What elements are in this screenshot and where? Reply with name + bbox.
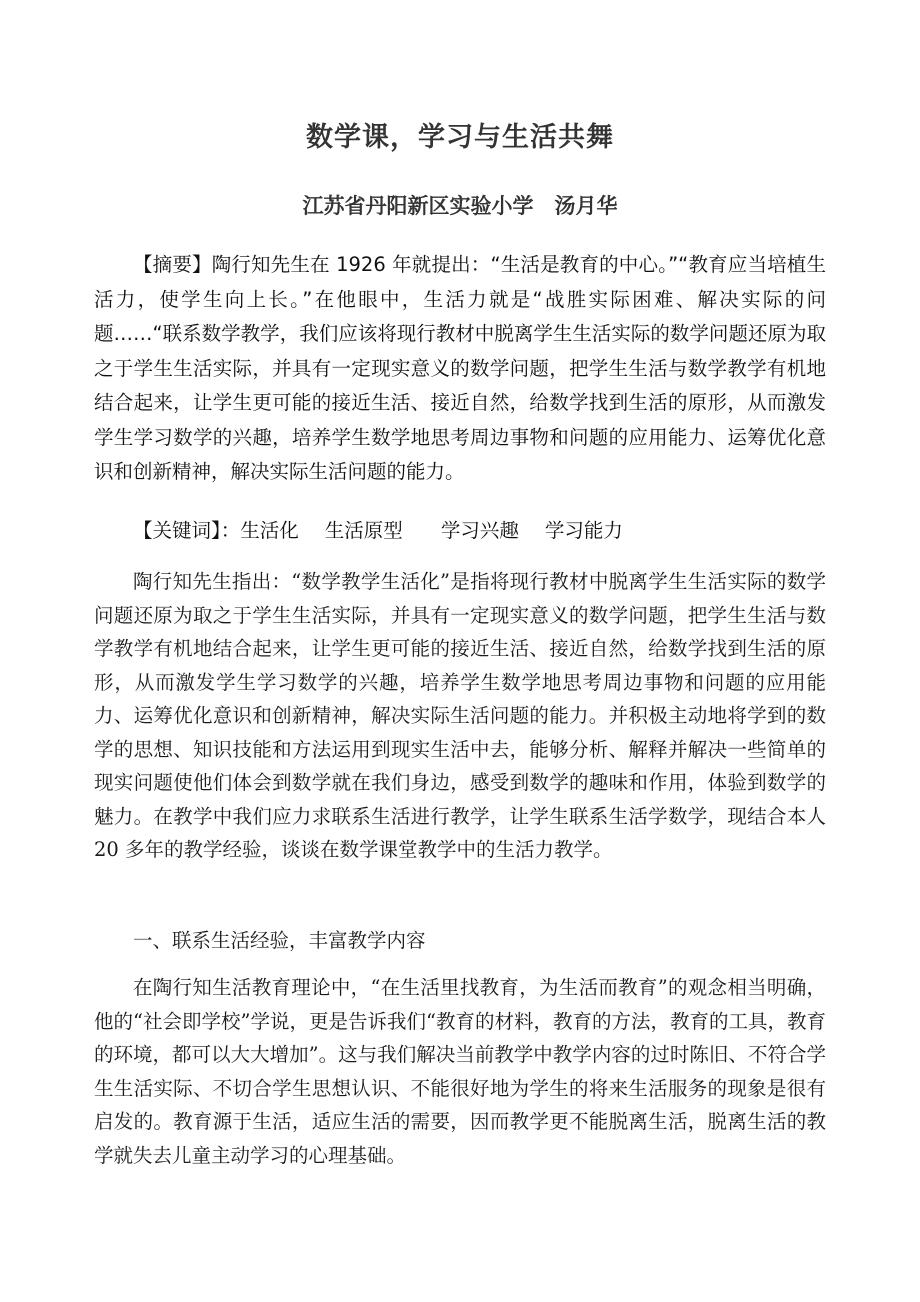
author-line: 江苏省丹阳新区实验小学 汤月华: [302, 193, 618, 218]
abstract-tag: 【摘要】: [133, 253, 212, 276]
keywords-tag: 【关键词】: [133, 519, 221, 542]
abstract-text: 陶行知先生在 1926 年就提出：“生活是教育的中心。”“教育应当培植生活力，使学生向上长。”在他眼中，生活力就是“战胜实际困难、解决实际的问题……“联系数学教学，我们应该将现行教材中脱离学生生活实际的数学问题还原为取之于学生生活实际，并具有一定现实意义的数学问题，把学生生活与数学教学有机地结合起来，让学生更可能的接近生活、接近自然，给数学找到生活的原形，从而激发学生学习数学的兴趣，培养学生数学地思考周边事物和问题的应用能力、运筹优化意识和创新精神，解决实际生活问题的能力。: [94, 253, 826, 483]
document-title: 数学课，学习与生活共舞: [306, 122, 614, 153]
abstract-paragraph: [94, 248, 826, 490]
keyword-item: 学习能力: [544, 519, 623, 542]
body-paragraph-1: 陶行知先生指出：“数学教学生活化”是指将现行教材中脱离学生生活实际的数学问题还原为取之于学生生活实际，并具有一定现实意义的数学问题，把学生生活与数学教学有机地结合起来，让学生更可能的接近生活、接近自然，给数学找到生活的原形，从而激发学生学习数学的兴趣，培养学生数学地思考周边事物和问题的应用能力、运筹优化意识和创新精神，解决实际生活问题的能力。并积极主动地将学到的数学的思想、知识技能和方法运用到现实生活中去，能够分析、解释并解决一些简单的现实问题使他们体会到数学就在我们身边，感受到数学的趣味和作用，体验到数学的魅力。在教学中我们应力求联系生活进行教学，让学生联系生活学数学，现结合本人 20 多年的教学经验，谈谈在数学课堂教学中的生活力教学。: [94, 570, 826, 861]
keywords-line: [94, 514, 826, 548]
keyword-item: 生活化: [240, 519, 299, 542]
keywords-colon: ：: [220, 519, 241, 542]
keyword-item: 学习兴趣: [440, 519, 519, 542]
keyword-item: 生活原型: [324, 519, 403, 542]
section-heading: 一、联系生活经验，丰富教学内容: [133, 929, 426, 952]
body-paragraph-2: 在陶行知生活教育理论中，“在生活里找教育，为生活而教育”的观念相当明确，他的“社会即学校”学说，更是告诉我们“教育的材料，教育的方法，教育的工具，教育的环境，都可以大大增加”。这与我们解决当前教学中教学内容的过时陈旧、不符合学生生活实际、不切合学生思想认识、不能很好地为学生的将来生活服务的现象是很有启发的。教育源于生活，适应生活的需要，因而教学更不能脱离生活，脱离生活的教学就失去儿童主动学习的心理基础。: [94, 976, 826, 1167]
